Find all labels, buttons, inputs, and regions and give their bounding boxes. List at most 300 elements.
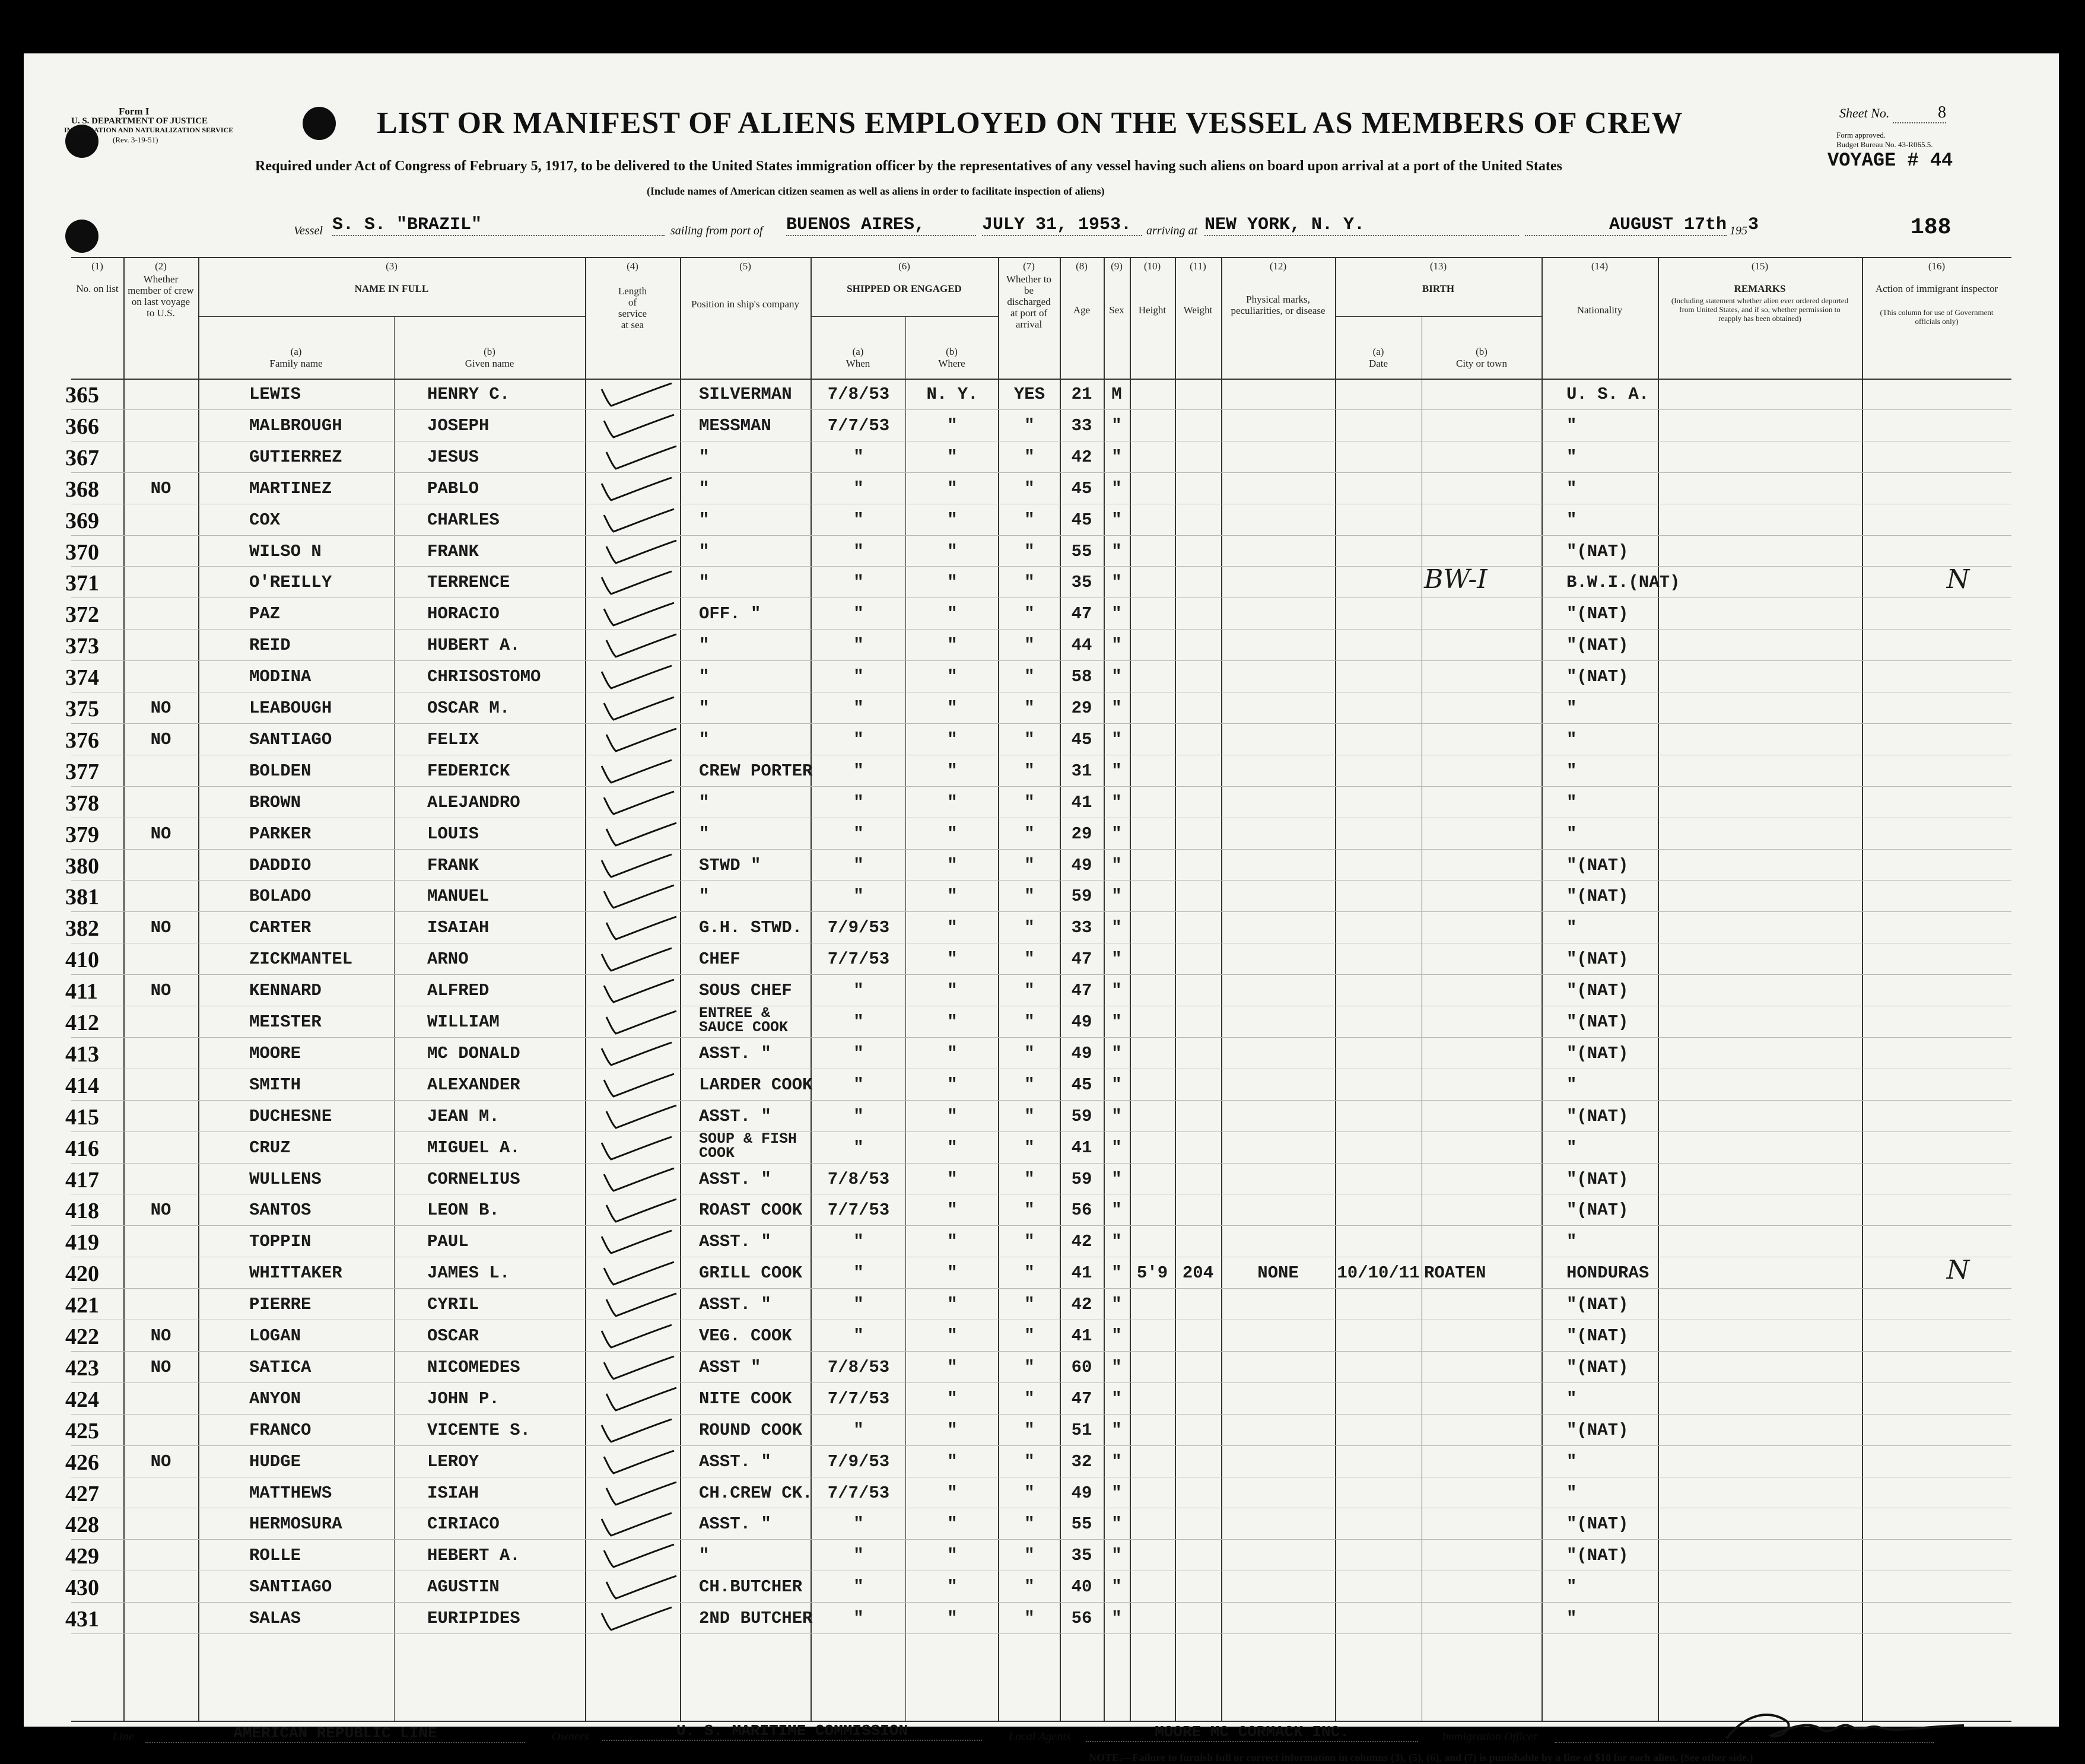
row-number: 429 — [65, 1544, 99, 1569]
cell-sex: " — [1111, 1546, 1122, 1566]
cell-age: 47 — [1071, 949, 1092, 970]
row-divider — [71, 566, 2011, 567]
agents-value: MOORE MC CORMACK INC. — [1086, 1723, 1418, 1742]
cell-prev: NO — [150, 698, 171, 718]
col16-label: Action of immigrant inspector — [1875, 283, 1998, 294]
officer-signature — [1721, 1703, 1970, 1750]
cell-family: KENNARD — [249, 981, 322, 1001]
check-mark-icon — [589, 567, 678, 597]
row-divider — [71, 1288, 2011, 1289]
col15-num: (15) — [1751, 260, 1769, 272]
cell-age: 49 — [1071, 855, 1092, 875]
row-number: 423 — [65, 1355, 99, 1381]
check-mark-icon — [593, 1383, 682, 1414]
row-number: 373 — [65, 634, 99, 659]
row-number: 378 — [65, 790, 99, 816]
cell-pos: CHEF — [699, 949, 740, 970]
cell-nat: " — [1566, 1483, 1577, 1503]
cell-where: " — [947, 447, 958, 467]
cell-age: 45 — [1071, 510, 1092, 530]
row-number: 425 — [65, 1418, 99, 1444]
cell-where: " — [947, 981, 958, 1001]
cell-where: " — [947, 1232, 958, 1252]
cell-disch: " — [1024, 824, 1035, 844]
col13b-label: City or town — [1456, 358, 1507, 369]
row-number: 380 — [65, 853, 99, 879]
cell-given: FRANK — [427, 855, 479, 875]
cell-age: 44 — [1071, 635, 1092, 656]
check-mark-icon — [589, 473, 678, 504]
crew-rows — [65, 379, 2011, 1721]
check-mark-icon — [591, 787, 680, 818]
cell-pos: MESSMAN — [699, 415, 771, 436]
row-number: 370 — [65, 539, 99, 565]
cell-family: SANTIAGO — [249, 729, 332, 749]
cell-sex: " — [1111, 604, 1122, 624]
cell-where: " — [947, 1326, 958, 1346]
cell-prev: NO — [150, 1200, 171, 1221]
col2-label: Whether member of crew on last voyage to U.S. — [128, 274, 194, 319]
crew-table — [65, 257, 2011, 1722]
cell-where: " — [947, 886, 958, 907]
cell-family: SALAS — [249, 1609, 301, 1629]
cell-nat: " — [1566, 792, 1577, 812]
cell-nat: " — [1566, 824, 1577, 844]
col6a-label: When — [846, 358, 870, 369]
cell-family: CARTER — [249, 918, 312, 938]
cell-disch: " — [1024, 1388, 1035, 1409]
cell-sex: " — [1111, 1232, 1122, 1252]
cell-where: " — [947, 1577, 958, 1597]
cell-where: " — [947, 1012, 958, 1032]
cell-pos: VEG. COOK — [699, 1326, 792, 1346]
cell-age: 47 — [1071, 981, 1092, 1001]
cell-where: " — [947, 1075, 958, 1095]
row-number: 426 — [65, 1450, 99, 1475]
cell-family: ZICKMANTEL — [249, 949, 353, 970]
cell-nat: " — [1566, 415, 1577, 436]
col1-num: (1) — [91, 260, 103, 272]
manifest-sheet — [24, 53, 2059, 1763]
cell-pos: 2ND BUTCHER — [699, 1609, 813, 1629]
cell-age: 60 — [1071, 1357, 1092, 1377]
cell-nat: " — [1566, 1232, 1577, 1252]
cell-sex: " — [1111, 1326, 1122, 1346]
cell-family: TOPPIN — [249, 1232, 312, 1252]
cell-pos: G.H. STWD. — [699, 918, 803, 938]
cell-given: EURIPIDES — [427, 1609, 520, 1629]
cell-when: " — [853, 1232, 864, 1252]
col4-label: Length of service at sea — [618, 285, 647, 330]
check-mark-icon — [589, 1226, 678, 1257]
owners-label: Owners — [552, 1730, 589, 1743]
check-mark-icon — [593, 1194, 682, 1225]
cell-given: ALFRED — [427, 981, 490, 1001]
cell-when: " — [853, 824, 864, 844]
check-mark-icon — [591, 1069, 680, 1100]
cell-height: 5'9 — [1136, 1263, 1168, 1283]
cell-bcity: ROATEN — [1424, 1263, 1486, 1283]
cell-disch: " — [1024, 1232, 1035, 1252]
cell-age: 49 — [1071, 1483, 1092, 1503]
row-number: 413 — [65, 1041, 99, 1067]
cell-family: HUDGE — [249, 1451, 301, 1471]
cell-pos: " — [699, 824, 710, 844]
check-mark-icon — [593, 1477, 682, 1508]
check-mark-icon — [591, 975, 680, 1006]
cell-sex: " — [1111, 1295, 1122, 1315]
cell-sex: " — [1111, 1483, 1122, 1503]
cell-age: 47 — [1071, 1388, 1092, 1409]
row-number: 418 — [65, 1199, 99, 1224]
cell-age: 33 — [1071, 415, 1092, 436]
cell-given: ALEXANDER — [427, 1075, 520, 1095]
cell-where: " — [947, 949, 958, 970]
cell-age: 51 — [1071, 1420, 1092, 1440]
cell-when: " — [853, 604, 864, 624]
cell-where: " — [947, 1169, 958, 1189]
cell-pos: ASST. " — [699, 1295, 771, 1315]
cell-sex: " — [1111, 1388, 1122, 1409]
check-mark-icon — [593, 1006, 682, 1037]
row-divider — [71, 409, 2011, 410]
check-mark-icon — [589, 1508, 678, 1539]
col3-num: (3) — [386, 260, 398, 272]
cell-when: " — [853, 1137, 864, 1158]
cell-disch: " — [1024, 1169, 1035, 1189]
col10-label: Height — [1138, 304, 1167, 316]
cell-sex: " — [1111, 1420, 1122, 1440]
cell-pos: SOUS CHEF — [699, 981, 792, 1001]
row-number: 375 — [65, 697, 99, 722]
check-mark-icon — [593, 724, 682, 755]
cell-disch: " — [1024, 1609, 1035, 1629]
cell-nat: " — [1566, 1609, 1577, 1629]
cell-age: 35 — [1071, 1546, 1092, 1566]
cell-sex: " — [1111, 1200, 1122, 1221]
cell-nat: " — [1566, 478, 1577, 498]
cell-sex: " — [1111, 510, 1122, 530]
cell-when: " — [853, 478, 864, 498]
check-mark-icon — [591, 1352, 680, 1382]
cell-disch: " — [1024, 1043, 1035, 1063]
arrival-date: AUGUST 17th — [1525, 215, 1727, 236]
cell-sex: " — [1111, 1043, 1122, 1063]
row-number: 421 — [65, 1293, 99, 1318]
departure-port: BUENOS AIRES, — [786, 215, 976, 236]
row-divider — [71, 974, 2011, 975]
row-divider — [71, 629, 2011, 630]
cell-where: " — [947, 1200, 958, 1221]
cell-sex: " — [1111, 1357, 1122, 1377]
row-divider — [71, 1414, 2011, 1415]
cell-when: 7/7/53 — [827, 1200, 890, 1221]
cell-sex: " — [1111, 981, 1122, 1001]
check-mark-icon — [589, 1603, 678, 1633]
cell-age: 58 — [1071, 667, 1092, 687]
departure-date: JULY 31, 1953. — [982, 215, 1142, 236]
cell-where: " — [947, 1451, 958, 1471]
footer-note: NOTE.—Failure to furnish full or correct information in columns (3), (5), (6), and (7) is punishable by a fine of $10 for each alien. (See other side.) — [1089, 1752, 1753, 1763]
cell-pos: ENTREE & SAUCE COOK — [699, 1005, 789, 1036]
punch-hole — [65, 220, 98, 253]
cell-given: JESUS — [427, 447, 479, 467]
cell-family: MALBROUGH — [249, 415, 342, 436]
cell-pos: ASST. " — [699, 1169, 771, 1189]
cell-nat: "(NAT) — [1566, 886, 1629, 907]
cell-family: SANTOS — [249, 1200, 312, 1221]
cell-disch: " — [1024, 573, 1035, 593]
cell-given: OSCAR M. — [427, 698, 510, 718]
check-mark-icon — [593, 1289, 682, 1320]
cell-given: FEDERICK — [427, 761, 510, 781]
cell-when: " — [853, 541, 864, 561]
cell-age: 49 — [1071, 1012, 1092, 1032]
cell-when: 7/8/53 — [827, 1357, 890, 1377]
cell-given: WILLIAM — [427, 1012, 500, 1032]
cell-when: " — [853, 1326, 864, 1346]
cell-when: " — [853, 1609, 864, 1629]
cell-where: " — [947, 1106, 958, 1126]
row-number: 422 — [65, 1324, 99, 1349]
cell-sex: " — [1111, 1137, 1122, 1158]
cell-prev: NO — [150, 729, 171, 749]
row-divider — [71, 911, 2011, 912]
cell-given: CYRIL — [427, 1295, 479, 1315]
cell-sex: " — [1111, 761, 1122, 781]
cell-nat: " — [1566, 1388, 1577, 1409]
row-divider — [71, 723, 2011, 724]
col2-num: (2) — [155, 260, 167, 272]
col12-num: (12) — [1269, 260, 1287, 272]
cell-pos: " — [699, 792, 710, 812]
cell-given: HUBERT A. — [427, 635, 520, 656]
cell-disch: " — [1024, 510, 1035, 530]
col3b-label: Given name — [465, 358, 514, 369]
row-divider — [71, 597, 2011, 598]
cell-disch: " — [1024, 1137, 1035, 1158]
cell-prev: NO — [150, 478, 171, 498]
check-mark-icon — [589, 1415, 678, 1445]
col8-label: Age — [1073, 304, 1091, 316]
cell-where: " — [947, 1420, 958, 1440]
row-divider — [71, 1445, 2011, 1446]
cell-sex: " — [1111, 447, 1122, 467]
check-mark-icon — [591, 1540, 680, 1571]
col11-label: Weight — [1183, 304, 1213, 316]
cell-nat: "(NAT) — [1566, 1546, 1629, 1566]
cell-marks: NONE — [1257, 1263, 1299, 1283]
cell-nat: " — [1566, 1075, 1577, 1095]
cell-nat: "(NAT) — [1566, 855, 1629, 875]
cell-disch: " — [1024, 855, 1035, 875]
row-number: 382 — [65, 916, 99, 942]
cell-where: " — [947, 1514, 958, 1534]
cell-sex: " — [1111, 824, 1122, 844]
row-divider — [71, 786, 2011, 787]
cell-disch: " — [1024, 698, 1035, 718]
approval-line: Form approved. — [1836, 131, 1886, 139]
cell-where: " — [947, 855, 958, 875]
cell-prev: NO — [150, 1451, 171, 1471]
line-value: AMERICAN REPUBLIC LINE — [145, 1724, 525, 1743]
col10-num: (10) — [1143, 260, 1161, 272]
check-mark-icon — [591, 504, 680, 535]
document-title: LIST OR MANIFEST OF ALIENS EMPLOYED ON THE VESSEL AS MEMBERS OF CREW — [377, 106, 1683, 140]
row-number: 368 — [65, 476, 99, 502]
row-number: 377 — [65, 759, 99, 784]
cell-given: TERRENCE — [427, 573, 510, 593]
cell-family: PAZ — [249, 604, 281, 624]
cell-prev: NO — [150, 918, 171, 938]
cell-nat: " — [1566, 729, 1577, 749]
cell-family: HERMOSURA — [249, 1514, 342, 1534]
cell-given: LOUIS — [427, 824, 479, 844]
row-number: 365 — [65, 383, 99, 408]
cell-pos: ROAST COOK — [699, 1200, 803, 1221]
cell-family: WILSO N — [249, 541, 322, 561]
cell-nat: "(NAT) — [1566, 667, 1629, 687]
cell-age: 59 — [1071, 1106, 1092, 1126]
cell-sex: " — [1111, 1169, 1122, 1189]
cell-family: PIERRE — [249, 1295, 312, 1315]
cell-pos: SILVERMAN — [699, 384, 792, 404]
col14-num: (14) — [1591, 260, 1609, 272]
cell-given: ISAIAH — [427, 918, 490, 938]
check-mark-icon — [593, 536, 682, 567]
col8-num: (8) — [1076, 260, 1088, 272]
cell-disch: YES — [1013, 384, 1045, 404]
cell-disch: " — [1024, 1577, 1035, 1597]
cell-where: " — [947, 541, 958, 561]
cell-given: CHARLES — [427, 510, 500, 530]
row-number: 367 — [65, 445, 99, 471]
cell-pos: LARDER COOK — [699, 1075, 813, 1095]
row-number: 419 — [65, 1230, 99, 1256]
row-divider — [71, 1163, 2011, 1164]
cell-nat: " — [1566, 918, 1577, 938]
cell-pos: " — [699, 886, 710, 907]
cell-nat: "(NAT) — [1566, 604, 1629, 624]
page-number: 188 — [1911, 215, 1951, 240]
check-mark-icon — [593, 441, 682, 472]
cell-family: ANYON — [249, 1388, 301, 1409]
vessel-name: S. S. "BRAZIL" — [332, 215, 665, 236]
cell-pos: " — [699, 510, 710, 530]
check-mark-icon — [589, 1320, 678, 1351]
cell-disch: " — [1024, 1200, 1035, 1221]
cell-pos: CH.BUTCHER — [699, 1577, 803, 1597]
check-mark-icon — [589, 850, 678, 881]
cell-where: " — [947, 635, 958, 656]
cell-when: " — [853, 886, 864, 907]
cell-where: " — [947, 824, 958, 844]
cell-sex: " — [1111, 698, 1122, 718]
check-mark-icon — [591, 598, 680, 629]
cell-prev: NO — [150, 1326, 171, 1346]
col13a-label: Date — [1368, 358, 1388, 369]
check-mark-icon — [593, 630, 682, 660]
department-name: U. S. DEPARTMENT OF JUSTICE — [71, 116, 208, 126]
row-number: 371 — [65, 571, 99, 596]
cell-where: " — [947, 1137, 958, 1158]
cell-nat: HONDURAS — [1566, 1263, 1649, 1283]
cell-age: 35 — [1071, 573, 1092, 593]
col14-label: Nationality — [1577, 304, 1623, 316]
cell-family: CRUZ — [249, 1137, 291, 1158]
row-number: 430 — [65, 1575, 99, 1601]
check-mark-icon — [593, 1101, 682, 1131]
cell-where: " — [947, 698, 958, 718]
cell-where: " — [947, 415, 958, 436]
col15-label: REMARKS — [1734, 283, 1786, 294]
cell-family: WULLENS — [249, 1169, 322, 1189]
year-prefix: 195 — [1730, 224, 1747, 237]
cell-when: " — [853, 981, 864, 1001]
cell-disch: " — [1024, 729, 1035, 749]
cell-where: " — [947, 1357, 958, 1377]
agents-label: Local Agents — [1009, 1730, 1071, 1743]
cell-family: FRANCO — [249, 1420, 312, 1440]
cell-disch: " — [1024, 447, 1035, 467]
cell-given: FELIX — [427, 729, 479, 749]
cell-where: " — [947, 667, 958, 687]
cell-nat: "(NAT) — [1566, 1357, 1629, 1377]
cell-age: 31 — [1071, 761, 1092, 781]
cell-disch: " — [1024, 792, 1035, 812]
cell-age: 55 — [1071, 541, 1092, 561]
cell-nat: "(NAT) — [1566, 1420, 1629, 1440]
cell-sex: " — [1111, 918, 1122, 938]
cell-disch: " — [1024, 886, 1035, 907]
cell-where: " — [947, 1609, 958, 1629]
document-subnote: (Include names of American citizen seamen as well as aliens in order to facilitate inspection of aliens) — [647, 185, 1105, 197]
cell-disch: " — [1024, 1546, 1035, 1566]
row-number: 420 — [65, 1261, 99, 1287]
cell-given: ARNO — [427, 949, 469, 970]
cell-given: NICOMEDES — [427, 1357, 520, 1377]
row-number: 366 — [65, 414, 99, 439]
cell-sex: " — [1111, 1609, 1122, 1629]
row-divider — [71, 1351, 2011, 1352]
cell-given: JOSEPH — [427, 415, 490, 436]
row-divider — [71, 1539, 2011, 1540]
check-mark-icon — [593, 818, 682, 849]
cell-disch: " — [1024, 1012, 1035, 1032]
cell-where: " — [947, 1546, 958, 1566]
cell-where: " — [947, 1388, 958, 1409]
cell-nat: "(NAT) — [1566, 1012, 1629, 1032]
cell-family: MATTHEWS — [249, 1483, 332, 1503]
cell-sex: " — [1111, 886, 1122, 907]
cell-where: " — [947, 792, 958, 812]
col15-note: (Including statement whether alien ever ordered deported from United States, and if so, whether permission to reapply has been obtained) — [1671, 296, 1849, 323]
cell-pos: ASST. " — [699, 1451, 771, 1471]
punch-hole — [303, 107, 336, 140]
sheet-number-value: 8 — [1893, 103, 1946, 123]
form-revision: (Rev. 3-19-51) — [113, 135, 158, 144]
cell-disch: " — [1024, 1514, 1035, 1534]
cell-age: 29 — [1071, 698, 1092, 718]
cell-when: " — [853, 1420, 864, 1440]
cell-sex: " — [1111, 1106, 1122, 1126]
cell-when: " — [853, 1012, 864, 1032]
cell-given: HORACIO — [427, 604, 500, 624]
cell-family: PARKER — [249, 824, 312, 844]
cell-pos: " — [699, 573, 710, 593]
cell-disch: " — [1024, 1420, 1035, 1440]
cell-bcity: BW-I — [1424, 564, 1488, 595]
